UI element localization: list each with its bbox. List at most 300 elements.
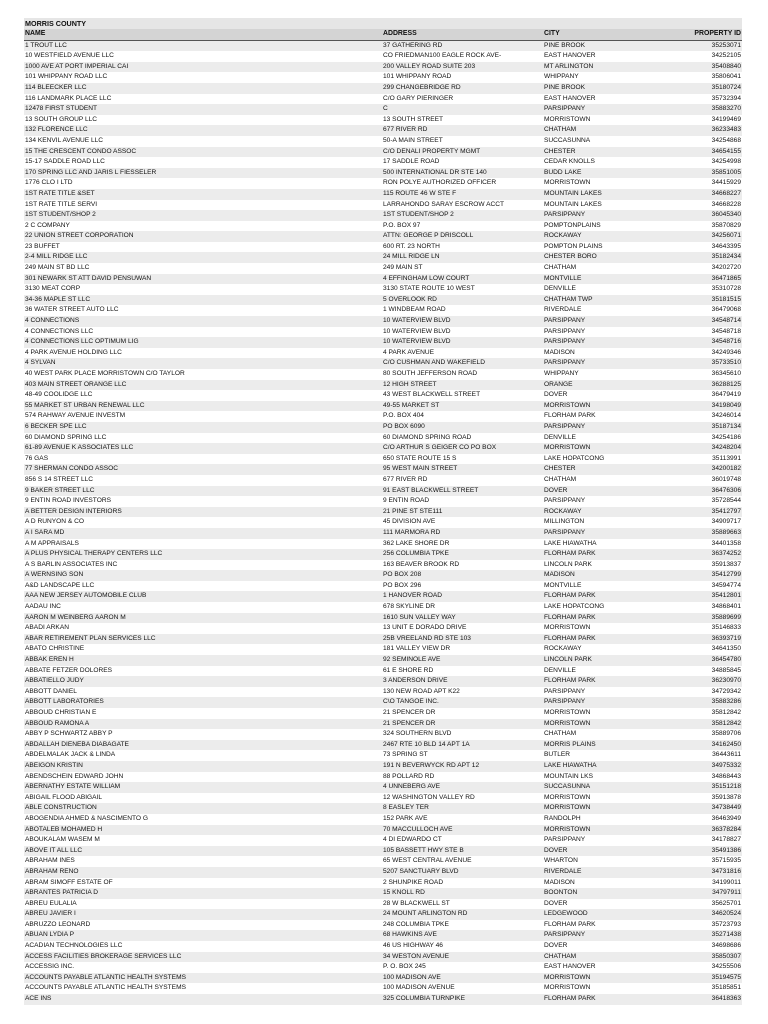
name-cell[interactable]: ABEIGON KRISTIN bbox=[24, 761, 382, 772]
address-cell[interactable]: 152 PARK AVE bbox=[382, 814, 543, 825]
address-cell[interactable]: 4 EFFINGHAM LOW COURT bbox=[382, 274, 543, 285]
property-id-cell[interactable]: 34199469 bbox=[690, 115, 742, 126]
name-cell[interactable]: 76 GAS bbox=[24, 454, 382, 465]
property-id-cell[interactable]: 35812842 bbox=[690, 708, 742, 719]
address-cell[interactable]: 50-A MAIN STREET bbox=[382, 136, 543, 147]
city-cell[interactable]: DOVER bbox=[543, 390, 690, 401]
name-cell[interactable]: ABREU JAVIER I bbox=[24, 909, 382, 920]
address-cell[interactable]: 60 DIAMOND SPRING ROAD bbox=[382, 433, 543, 444]
property-id-cell[interactable]: 35182434 bbox=[690, 252, 742, 263]
city-cell[interactable]: EAST HANOVER bbox=[543, 94, 690, 105]
address-cell[interactable]: 43 WEST BLACKWELL STREET bbox=[382, 390, 543, 401]
property-id-cell[interactable]: 34594774 bbox=[690, 581, 742, 592]
name-cell[interactable]: ABERNATHY ESTATE WILLIAM bbox=[24, 782, 382, 793]
property-id-cell[interactable]: 34731816 bbox=[690, 867, 742, 878]
address-cell[interactable]: 678 SKYLINE DR bbox=[382, 602, 543, 613]
property-id-cell[interactable]: 34162450 bbox=[690, 740, 742, 751]
city-cell[interactable]: RIVERDALE bbox=[543, 867, 690, 878]
city-cell[interactable]: MORRISTOWN bbox=[543, 793, 690, 804]
name-cell[interactable]: 40 WEST PARK PLACE MORRISTOWN C/O TAYLOR bbox=[24, 369, 382, 380]
property-id-cell[interactable]: 36045340 bbox=[690, 210, 742, 221]
address-cell[interactable]: C/O ARTHUR S GEIGER CO PO BOX bbox=[382, 443, 543, 454]
property-id-cell[interactable]: 35113991 bbox=[690, 454, 742, 465]
address-cell[interactable]: 12 HIGH STREET bbox=[382, 380, 543, 391]
property-id-cell[interactable]: 35732394 bbox=[690, 94, 742, 105]
city-cell[interactable]: MORRISTOWN bbox=[543, 719, 690, 730]
name-cell[interactable]: ABBATE FETZER DOLORES bbox=[24, 666, 382, 677]
property-id-cell[interactable]: 35715935 bbox=[690, 856, 742, 867]
address-cell[interactable]: 101 WHIPPANY ROAD bbox=[382, 72, 543, 83]
name-cell[interactable]: A WERNSING SON bbox=[24, 570, 382, 581]
address-cell[interactable]: 256 COLUMBIA TPKE bbox=[382, 549, 543, 560]
address-cell[interactable]: 130 NEW ROAD APT K22 bbox=[382, 687, 543, 698]
name-cell[interactable]: 4 PARK AVENUE HOLDING LLC bbox=[24, 348, 382, 359]
property-id-cell[interactable]: 34178827 bbox=[690, 835, 742, 846]
address-cell[interactable]: 111 MARMORA RD bbox=[382, 528, 543, 539]
name-cell[interactable]: 60 DIAMOND SPRING LLC bbox=[24, 433, 382, 444]
address-cell[interactable]: P.O. BOX 97 bbox=[382, 221, 543, 232]
name-cell[interactable]: A PLUS PHYSICAL THERAPY CENTERS LLC bbox=[24, 549, 382, 560]
name-cell[interactable]: 574 RAHWAY AVENUE INVESTM bbox=[24, 411, 382, 422]
name-cell[interactable]: 114 BLEECKER LLC bbox=[24, 83, 382, 94]
address-cell[interactable]: C bbox=[382, 104, 543, 115]
address-cell[interactable]: 8 EASLEY TER bbox=[382, 803, 543, 814]
address-cell[interactable]: 1 WINDBEAM ROAD bbox=[382, 305, 543, 316]
address-cell[interactable]: 34 WESTON AVENUE bbox=[382, 952, 543, 963]
city-cell[interactable]: MOUNTAIN LKS bbox=[543, 772, 690, 783]
address-cell[interactable]: 37 GATHERING RD bbox=[382, 40, 543, 51]
property-id-cell[interactable]: 34641350 bbox=[690, 644, 742, 655]
city-cell[interactable]: DOVER bbox=[543, 486, 690, 497]
name-cell[interactable]: 6 BECKER SPE LLC bbox=[24, 422, 382, 433]
address-cell[interactable]: PO BOX 296 bbox=[382, 581, 543, 592]
name-cell[interactable]: AADAU INC bbox=[24, 602, 382, 613]
property-id-cell[interactable]: 34198049 bbox=[690, 401, 742, 412]
name-cell[interactable]: ABREU EULALIA bbox=[24, 899, 382, 910]
name-cell[interactable]: 134 KENVIL AVENUE LLC bbox=[24, 136, 382, 147]
name-cell[interactable]: ACCESSIG INC. bbox=[24, 962, 382, 973]
name-cell[interactable]: 4 CONNECTIONS bbox=[24, 316, 382, 327]
property-id-cell[interactable]: 34202720 bbox=[690, 263, 742, 274]
property-id-cell[interactable]: 35850307 bbox=[690, 952, 742, 963]
name-cell[interactable]: 22 UNION STREET CORPORATION bbox=[24, 231, 382, 242]
address-cell[interactable]: 10 WATERVIEW BLVD bbox=[382, 337, 543, 348]
property-id-cell[interactable]: 34249346 bbox=[690, 348, 742, 359]
city-column-header[interactable]: CITY bbox=[543, 29, 690, 40]
name-cell[interactable]: 15 THE CRESCENT CONDO ASSOC bbox=[24, 147, 382, 158]
name-cell[interactable]: ABBAK EREN H bbox=[24, 655, 382, 666]
name-cell[interactable]: 4 SYLVAN bbox=[24, 358, 382, 369]
city-cell[interactable]: EAST HANOVER bbox=[543, 51, 690, 62]
address-cell[interactable]: 80 SOUTH JEFFERSON ROAD bbox=[382, 369, 543, 380]
address-cell[interactable]: C/O CUSHMAN AND WAKEFIELD bbox=[382, 358, 543, 369]
property-id-cell[interactable]: 35412799 bbox=[690, 570, 742, 581]
property-id-cell[interactable]: 35151218 bbox=[690, 782, 742, 793]
address-cell[interactable]: 325 COLUMBIA TURNPIKE bbox=[382, 994, 543, 1005]
name-cell[interactable]: 77 SHERMAN CONDO ASSOC bbox=[24, 464, 382, 475]
name-cell[interactable]: ABOVE IT ALL LLC bbox=[24, 846, 382, 857]
address-cell[interactable]: 13 UNIT E DORADO DRIVE bbox=[382, 623, 543, 634]
address-cell[interactable]: 21 PINE ST STE111 bbox=[382, 507, 543, 518]
city-cell[interactable]: PINE BROOK bbox=[543, 40, 690, 51]
property-id-cell[interactable]: 35271438 bbox=[690, 930, 742, 941]
name-cell[interactable]: A D RUNYON & CO bbox=[24, 517, 382, 528]
name-cell[interactable]: 55 MARKET ST URBAN RENEWAL LLC bbox=[24, 401, 382, 412]
property-id-cell[interactable]: 36463949 bbox=[690, 814, 742, 825]
property-id-cell[interactable]: 34415929 bbox=[690, 178, 742, 189]
address-cell[interactable]: 181 VALLEY VIEW DR bbox=[382, 644, 543, 655]
city-cell[interactable]: MORRIS PLAINS bbox=[543, 740, 690, 751]
name-cell[interactable]: 36 WATER STREET AUTO LLC bbox=[24, 305, 382, 316]
property-id-cell[interactable]: 36378284 bbox=[690, 825, 742, 836]
city-cell[interactable]: LAKE HIAWATHA bbox=[543, 539, 690, 550]
name-cell[interactable]: ABENDSCHEIN EDWARD JOHN bbox=[24, 772, 382, 783]
city-cell[interactable]: DENVILLE bbox=[543, 666, 690, 677]
property-id-cell[interactable]: 34643395 bbox=[690, 242, 742, 253]
address-cell[interactable]: 45 DIVISION AVE bbox=[382, 517, 543, 528]
address-cell[interactable]: 88 POLLARD RD bbox=[382, 772, 543, 783]
name-cell[interactable]: ABRANTES PATRICIA D bbox=[24, 888, 382, 899]
city-cell[interactable]: FLORHAM PARK bbox=[543, 994, 690, 1005]
address-cell[interactable]: 4 UNNEBERG AVE bbox=[382, 782, 543, 793]
city-cell[interactable]: MORRISTOWN bbox=[543, 973, 690, 984]
name-cell[interactable]: ABBOTT LABORATORIES bbox=[24, 697, 382, 708]
city-cell[interactable]: FLORHAM PARK bbox=[543, 549, 690, 560]
address-cell[interactable]: 650 STATE ROUTE 15 S bbox=[382, 454, 543, 465]
property-id-cell[interactable]: 34868401 bbox=[690, 602, 742, 613]
property-id-cell[interactable]: 36479068 bbox=[690, 305, 742, 316]
property-id-cell[interactable]: 35812842 bbox=[690, 719, 742, 730]
property-id-cell[interactable]: 34254868 bbox=[690, 136, 742, 147]
name-cell[interactable]: ACCOUNTS PAYABLE ATLANTIC HEALTH SYSTEMS bbox=[24, 983, 382, 994]
address-cell[interactable]: RON POLYE AUTHORIZED OFFICER bbox=[382, 178, 543, 189]
name-cell[interactable]: ABBOTT DANIEL bbox=[24, 687, 382, 698]
name-cell[interactable]: 15-17 SADDLE ROAD LLC bbox=[24, 157, 382, 168]
name-cell[interactable]: ACADIAN TECHNOLOGIES LLC bbox=[24, 941, 382, 952]
name-cell[interactable]: 3130 MEAT CORP bbox=[24, 284, 382, 295]
city-cell[interactable]: CHATHAM bbox=[543, 729, 690, 740]
city-cell[interactable]: PARSIPPANY bbox=[543, 358, 690, 369]
property-id-cell[interactable]: 34909717 bbox=[690, 517, 742, 528]
property-id-cell[interactable]: 34548714 bbox=[690, 316, 742, 327]
city-cell[interactable]: EAST HANOVER bbox=[543, 962, 690, 973]
city-cell[interactable]: PINE BROOK bbox=[543, 83, 690, 94]
city-cell[interactable]: SUCCASUNNA bbox=[543, 136, 690, 147]
address-cell[interactable]: 17 SADDLE ROAD bbox=[382, 157, 543, 168]
address-cell[interactable]: PO BOX 208 bbox=[382, 570, 543, 581]
property-id-cell[interactable]: 36471865 bbox=[690, 274, 742, 285]
address-cell[interactable]: 362 LAKE SHORE DR bbox=[382, 539, 543, 550]
address-cell[interactable]: 21 SPENCER DR bbox=[382, 719, 543, 730]
address-cell[interactable]: 68 HAWKINS AVE bbox=[382, 930, 543, 941]
address-cell[interactable]: 61 E SHORE RD bbox=[382, 666, 543, 677]
city-cell[interactable]: FLORHAM PARK bbox=[543, 411, 690, 422]
name-cell[interactable]: ABBOUD CHRISTIAN E bbox=[24, 708, 382, 719]
name-cell[interactable]: 2 C COMPANY bbox=[24, 221, 382, 232]
city-cell[interactable]: WHARTON bbox=[543, 856, 690, 867]
property-id-cell[interactable]: 36233483 bbox=[690, 125, 742, 136]
address-cell[interactable]: C\O TANGOE INC. bbox=[382, 697, 543, 708]
name-cell[interactable]: ABATO CHRISTINE bbox=[24, 644, 382, 655]
city-cell[interactable]: CHATHAM TWP bbox=[543, 295, 690, 306]
city-cell[interactable]: FLORHAM PARK bbox=[543, 920, 690, 931]
property-id-cell[interactable]: 36393719 bbox=[690, 634, 742, 645]
name-cell[interactable]: ABBOUD RAMONA A bbox=[24, 719, 382, 730]
property-id-cell[interactable]: 35883286 bbox=[690, 697, 742, 708]
name-cell[interactable]: ABDALLAH DIENEBA DIABAGATE bbox=[24, 740, 382, 751]
property-id-cell[interactable]: 35883270 bbox=[690, 104, 742, 115]
name-cell[interactable]: ABLE CONSTRUCTION bbox=[24, 803, 382, 814]
name-cell[interactable]: ABBATIELLO JUDY bbox=[24, 676, 382, 687]
property-id-cell[interactable]: 35870829 bbox=[690, 221, 742, 232]
city-cell[interactable]: PARSIPPANY bbox=[543, 496, 690, 507]
city-cell[interactable]: CEDAR KNOLLS bbox=[543, 157, 690, 168]
city-cell[interactable]: LAKE HIAWATHA bbox=[543, 761, 690, 772]
city-cell[interactable]: MORRISTOWN bbox=[543, 443, 690, 454]
address-cell[interactable]: P.O. BOX 404 bbox=[382, 411, 543, 422]
city-cell[interactable]: PARSIPPANY bbox=[543, 337, 690, 348]
name-cell[interactable]: 301 NEWARK ST ATT DAVID PENSUWAN bbox=[24, 274, 382, 285]
name-cell[interactable]: 9 ENTIN ROAD INVESTORS bbox=[24, 496, 382, 507]
city-cell[interactable]: LAKE HOPATCONG bbox=[543, 454, 690, 465]
property-id-cell[interactable]: 35146833 bbox=[690, 623, 742, 634]
city-cell[interactable]: ROCKAWAY bbox=[543, 507, 690, 518]
name-cell[interactable]: ABBY P SCHWARTZ ABBY P bbox=[24, 729, 382, 740]
property-id-cell[interactable]: 34252105 bbox=[690, 51, 742, 62]
address-cell[interactable]: 600 RT. 23 NORTH bbox=[382, 242, 543, 253]
property-id-cell[interactable]: 34548718 bbox=[690, 327, 742, 338]
property-id-cell[interactable]: 34620524 bbox=[690, 909, 742, 920]
city-cell[interactable]: CHATHAM bbox=[543, 125, 690, 136]
name-cell[interactable]: A&D LANDSCAPE LLC bbox=[24, 581, 382, 592]
property-id-cell[interactable]: 34254998 bbox=[690, 157, 742, 168]
city-cell[interactable]: MOUNTAIN LAKES bbox=[543, 200, 690, 211]
city-cell[interactable]: PARSIPPANY bbox=[543, 316, 690, 327]
name-cell[interactable]: ACCESS FACILITIES BROKERAGE SERVICES LLC bbox=[24, 952, 382, 963]
city-cell[interactable]: CHESTER BORO bbox=[543, 252, 690, 263]
name-cell[interactable]: 116 LANDMARK PLACE LLC bbox=[24, 94, 382, 105]
address-cell[interactable]: 1 HANOVER ROAD bbox=[382, 591, 543, 602]
property-id-cell[interactable]: 35728544 bbox=[690, 496, 742, 507]
address-cell[interactable]: 324 SOUTHERN BLVD bbox=[382, 729, 543, 740]
property-id-cell[interactable]: 34668228 bbox=[690, 200, 742, 211]
address-cell[interactable]: 3130 STATE ROUTE 10 WEST bbox=[382, 284, 543, 295]
address-cell[interactable]: 3 ANDERSON DRIVE bbox=[382, 676, 543, 687]
address-cell[interactable]: 248 COLUMBIA TPKE bbox=[382, 920, 543, 931]
property-id-cell[interactable]: 36418363 bbox=[690, 994, 742, 1005]
address-cell[interactable]: 299 CHANGEBRIDGE RD bbox=[382, 83, 543, 94]
name-column-header[interactable]: NAME bbox=[24, 29, 382, 40]
property-id-cell[interactable]: 35733510 bbox=[690, 358, 742, 369]
city-cell[interactable]: CHATHAM bbox=[543, 263, 690, 274]
name-cell[interactable]: 2-4 MILL RIDGE LLC bbox=[24, 252, 382, 263]
name-cell[interactable]: ABDELMALAK JACK & LINDA bbox=[24, 750, 382, 761]
name-cell[interactable]: ABADI ARKAN bbox=[24, 623, 382, 634]
property-id-cell[interactable]: 34256071 bbox=[690, 231, 742, 242]
city-cell[interactable]: PARSIPPANY bbox=[543, 210, 690, 221]
property-id-cell[interactable]: 34654155 bbox=[690, 147, 742, 158]
city-cell[interactable]: DOVER bbox=[543, 899, 690, 910]
name-cell[interactable]: 1 TROUT LLC bbox=[24, 40, 382, 51]
city-cell[interactable]: RANDOLPH bbox=[543, 814, 690, 825]
city-cell[interactable]: MORRISTOWN bbox=[543, 178, 690, 189]
city-cell[interactable]: BUDD LAKE bbox=[543, 168, 690, 179]
address-cell[interactable]: 24 MOUNT ARLINGTON RD bbox=[382, 909, 543, 920]
address-cell[interactable]: 25B VREELAND RD STE 103 bbox=[382, 634, 543, 645]
name-cell[interactable]: A BETTER DESIGN INTERIORS bbox=[24, 507, 382, 518]
name-cell[interactable]: AAA NEW JERSEY AUTOMOBILE CLUB bbox=[24, 591, 382, 602]
city-cell[interactable]: PARSIPPANY bbox=[543, 104, 690, 115]
name-cell[interactable]: 4 CONNECTIONS LLC bbox=[24, 327, 382, 338]
property-id-cell[interactable]: 35185851 bbox=[690, 983, 742, 994]
city-cell[interactable]: MADISON bbox=[543, 570, 690, 581]
property-id-cell[interactable]: 35412797 bbox=[690, 507, 742, 518]
name-cell[interactable]: 12478 FIRST STUDENT bbox=[24, 104, 382, 115]
property-id-cell[interactable]: 34199011 bbox=[690, 878, 742, 889]
property-id-cell[interactable]: 36454780 bbox=[690, 655, 742, 666]
address-cell[interactable]: 100 MADISON AVENUE bbox=[382, 983, 543, 994]
city-cell[interactable]: LEDGEWOOD bbox=[543, 909, 690, 920]
address-cell[interactable]: C/O GARY PIERINGER bbox=[382, 94, 543, 105]
city-cell[interactable]: WHIPPANY bbox=[543, 369, 690, 380]
property-id-cell[interactable]: 34548716 bbox=[690, 337, 742, 348]
address-cell[interactable]: 73 SPRING ST bbox=[382, 750, 543, 761]
city-cell[interactable]: MORRISTOWN bbox=[543, 708, 690, 719]
city-cell[interactable]: ORANGE bbox=[543, 380, 690, 391]
property-id-cell[interactable]: 35412801 bbox=[690, 591, 742, 602]
property-id-cell[interactable]: 35187134 bbox=[690, 422, 742, 433]
name-cell[interactable]: 34-36 MAPLE ST LLC bbox=[24, 295, 382, 306]
city-cell[interactable]: FLORHAM PARK bbox=[543, 613, 690, 624]
address-cell[interactable]: LARRAHONDO SARAY ESCROW ACCT bbox=[382, 200, 543, 211]
name-cell[interactable]: 48-49 COOLIDGE LLC bbox=[24, 390, 382, 401]
property-id-cell[interactable]: 36230970 bbox=[690, 676, 742, 687]
address-cell[interactable]: 4 DI EDWARDO CT bbox=[382, 835, 543, 846]
address-cell[interactable]: 9 ENTIN ROAD bbox=[382, 496, 543, 507]
city-cell[interactable]: CHESTER bbox=[543, 464, 690, 475]
address-cell[interactable]: 100 MADISON AVE bbox=[382, 973, 543, 984]
name-cell[interactable]: 1ST RATE TITLE SERVI bbox=[24, 200, 382, 211]
property-id-cell[interactable]: 35913837 bbox=[690, 560, 742, 571]
address-cell[interactable]: 677 RIVER RD bbox=[382, 125, 543, 136]
property-id-cell[interactable]: 35194575 bbox=[690, 973, 742, 984]
property-id-cell[interactable]: 35181515 bbox=[690, 295, 742, 306]
address-cell[interactable]: ATTN: GEORGE P DRISCOLL bbox=[382, 231, 543, 242]
city-cell[interactable]: MONTVILLE bbox=[543, 274, 690, 285]
city-cell[interactable]: CHATHAM bbox=[543, 952, 690, 963]
name-cell[interactable]: ABIGAIL FLOOD ABIGAIL bbox=[24, 793, 382, 804]
address-cell[interactable]: 91 EAST BLACKWELL STREET bbox=[382, 486, 543, 497]
address-cell[interactable]: 92 SEMINOLE AVE bbox=[382, 655, 543, 666]
city-cell[interactable]: MILLINGTON bbox=[543, 517, 690, 528]
address-cell[interactable]: 200 VALLEY ROAD SUITE 203 bbox=[382, 62, 543, 73]
name-cell[interactable]: 403 MAIN STREET ORANGE LLC bbox=[24, 380, 382, 391]
address-cell[interactable]: 49-55 MARKET ST bbox=[382, 401, 543, 412]
name-cell[interactable]: A M APPRAISALS bbox=[24, 539, 382, 550]
property-id-cell[interactable]: 35889663 bbox=[690, 528, 742, 539]
property-id-cell[interactable]: 34885845 bbox=[690, 666, 742, 677]
address-cell[interactable]: 28 W BLACKWELL ST bbox=[382, 899, 543, 910]
name-cell[interactable]: ABOTALEB MOHAMED H bbox=[24, 825, 382, 836]
property-id-cell[interactable]: 35180724 bbox=[690, 83, 742, 94]
property-id-cell[interactable]: 35851005 bbox=[690, 168, 742, 179]
city-cell[interactable]: SUCCASUNNA bbox=[543, 782, 690, 793]
name-cell[interactable]: ACCOUNTS PAYABLE ATLANTIC HEALTH SYSTEMS bbox=[24, 973, 382, 984]
property-id-cell[interactable]: 34729342 bbox=[690, 687, 742, 698]
address-cell[interactable]: 5207 SANCTUARY BLVD bbox=[382, 867, 543, 878]
city-cell[interactable]: FLORHAM PARK bbox=[543, 676, 690, 687]
city-cell[interactable]: ROCKAWAY bbox=[543, 644, 690, 655]
city-cell[interactable]: LAKE HOPATCONG bbox=[543, 602, 690, 613]
city-cell[interactable]: MORRISTOWN bbox=[543, 983, 690, 994]
city-cell[interactable]: PARSIPPANY bbox=[543, 835, 690, 846]
property-id-cell[interactable]: 34255506 bbox=[690, 962, 742, 973]
name-cell[interactable]: 1000 AVE AT PORT IMPERIAL CAI bbox=[24, 62, 382, 73]
address-cell[interactable]: 115 ROUTE 46 W STE F bbox=[382, 189, 543, 200]
address-cell[interactable]: 1610 SUN VALLEY WAY bbox=[382, 613, 543, 624]
property-id-cell[interactable]: 36374252 bbox=[690, 549, 742, 560]
property-id-cell[interactable]: 35913878 bbox=[690, 793, 742, 804]
city-cell[interactable]: BOONTON bbox=[543, 888, 690, 899]
city-cell[interactable]: DENVILLE bbox=[543, 433, 690, 444]
address-cell[interactable]: 1ST STUDENT/SHOP 2 bbox=[382, 210, 543, 221]
property-id-cell[interactable]: 34738449 bbox=[690, 803, 742, 814]
city-cell[interactable]: RIVERDALE bbox=[543, 305, 690, 316]
address-cell[interactable]: 13 SOUTH STREET bbox=[382, 115, 543, 126]
address-cell[interactable]: 677 RIVER RD bbox=[382, 475, 543, 486]
name-cell[interactable]: 61-89 AVENUE K ASSOCIATES LLC bbox=[24, 443, 382, 454]
address-cell[interactable]: 12 WASHINGTON VALLEY RD bbox=[382, 793, 543, 804]
city-cell[interactable]: PARSIPPANY bbox=[543, 687, 690, 698]
property-id-cell[interactable]: 36019748 bbox=[690, 475, 742, 486]
property-id-cell[interactable]: 34254186 bbox=[690, 433, 742, 444]
name-cell[interactable]: A S BARLIN ASSOCIATES INC bbox=[24, 560, 382, 571]
name-cell[interactable]: 4 CONNECTIONS LLC OPTIMUM LIG bbox=[24, 337, 382, 348]
property-id-cell[interactable]: 35491386 bbox=[690, 846, 742, 857]
property-id-cell[interactable]: 35723793 bbox=[690, 920, 742, 931]
name-cell[interactable]: ABRAHAM INES bbox=[24, 856, 382, 867]
name-cell[interactable]: 23 BUFFET bbox=[24, 242, 382, 253]
address-cell[interactable]: CO FRIEDMAN100 EAGLE ROCK AVE- bbox=[382, 51, 543, 62]
address-cell[interactable]: 70 MACCULLOCH AVE bbox=[382, 825, 543, 836]
property-id-cell[interactable]: 36479419 bbox=[690, 390, 742, 401]
city-cell[interactable]: PARSIPPANY bbox=[543, 528, 690, 539]
name-cell[interactable]: 132 FLORENCE LLC bbox=[24, 125, 382, 136]
city-cell[interactable]: MT ARLINGTON bbox=[543, 62, 690, 73]
name-cell[interactable]: ABRUZZO LEONARD bbox=[24, 920, 382, 931]
name-cell[interactable]: 101 WHIPPANY ROAD LLC bbox=[24, 72, 382, 83]
property-id-cell[interactable]: 35253071 bbox=[690, 40, 742, 51]
address-cell[interactable]: 95 WEST MAIN STREET bbox=[382, 464, 543, 475]
address-cell[interactable]: 191 N BEVERWYCK RD APT 12 bbox=[382, 761, 543, 772]
address-cell[interactable]: C/O DENALI PROPERTY MGMT bbox=[382, 147, 543, 158]
address-cell[interactable]: P. O. BOX 245 bbox=[382, 962, 543, 973]
address-cell[interactable]: 65 WEST CENTRAL AVENUE bbox=[382, 856, 543, 867]
city-cell[interactable]: LINCOLN PARK bbox=[543, 560, 690, 571]
name-cell[interactable]: 856 S 14 STREET LLC bbox=[24, 475, 382, 486]
property-id-cell[interactable]: 34797911 bbox=[690, 888, 742, 899]
name-cell[interactable]: ABRAHAM RENO bbox=[24, 867, 382, 878]
city-cell[interactable]: PARSIPPANY bbox=[543, 327, 690, 338]
address-cell[interactable]: 249 MAIN ST bbox=[382, 263, 543, 274]
property-id-cell[interactable]: 36345610 bbox=[690, 369, 742, 380]
property-id-cell[interactable]: 36288125 bbox=[690, 380, 742, 391]
property-id-cell[interactable]: 34868443 bbox=[690, 772, 742, 783]
property-id-cell[interactable]: 35889706 bbox=[690, 729, 742, 740]
city-cell[interactable]: ROCKAWAY bbox=[543, 231, 690, 242]
city-cell[interactable]: DENVILLE bbox=[543, 284, 690, 295]
city-cell[interactable]: POMPTONPLAINS bbox=[543, 221, 690, 232]
